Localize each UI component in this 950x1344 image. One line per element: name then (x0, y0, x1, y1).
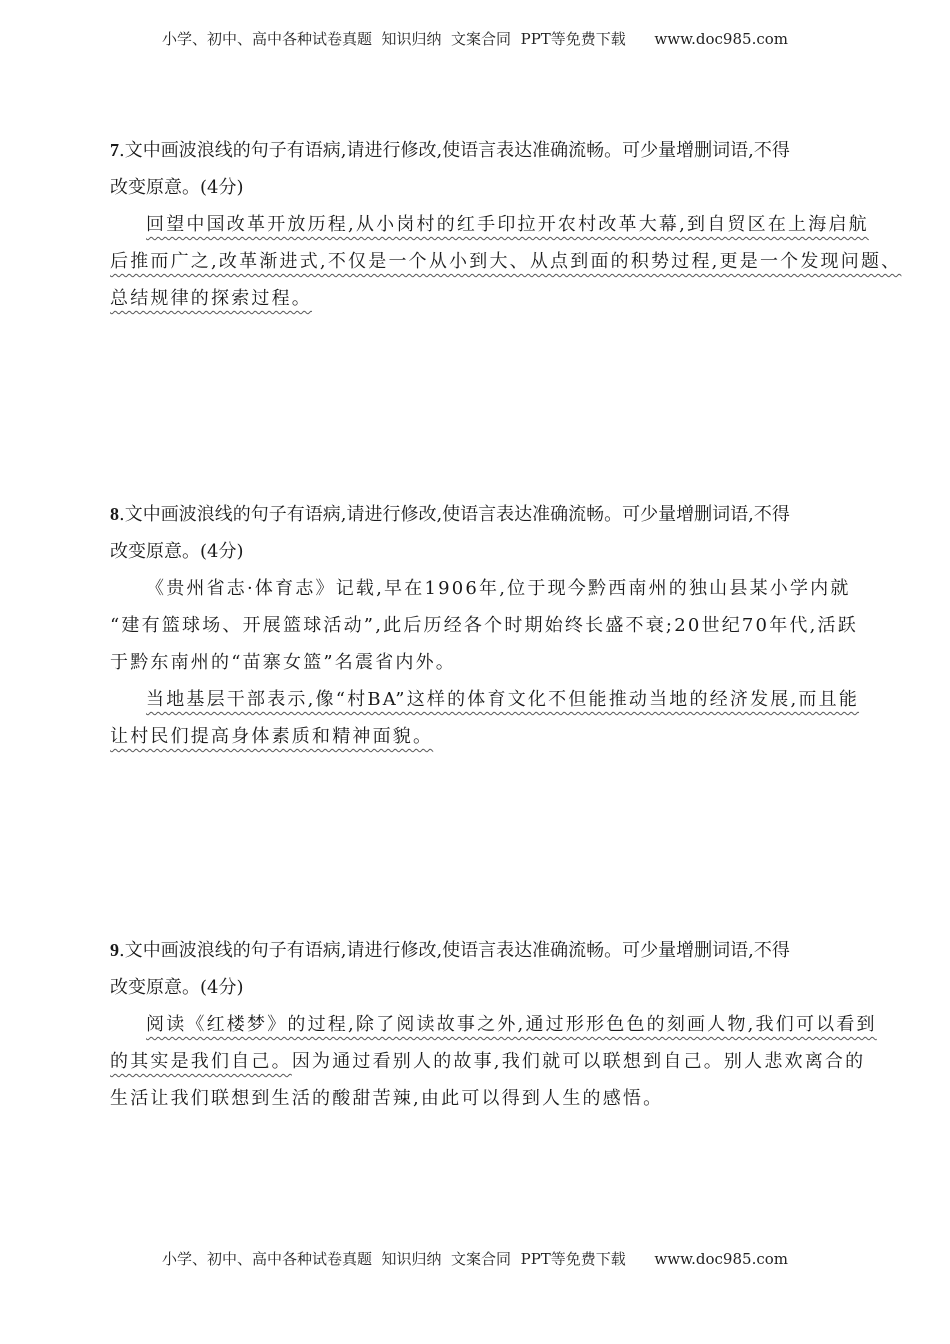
question-stem-cont: 改变原意。(4分) (110, 541, 244, 562)
question-stem-cont: 改变原意。(4分) (110, 977, 244, 998)
passage-line: 当地基层干部表示,像“村BA”这样的体育文化不但能推动当地的经济发展,而且能 (146, 689, 860, 710)
passage-line: 阅读《红楼梦》的过程,除了阅读故事之外,通过形形色色的刻画人物,我们可以看到 (146, 1014, 877, 1035)
question-stem-cont: 改变原意。(4分) (110, 177, 244, 198)
question-stem: 8.文中画波浪线的句子有语病,请进行修改,使语言表达准确流畅。可少量增删词语,不得 (110, 504, 790, 525)
passage-line: 的其实是我们自己。因为通过看别人的故事,我们就可以联想到自己。别人悲欢离合的 (110, 1051, 866, 1072)
page-header: 小学、初中、高中各种试卷真题 知识归纳 文案合同 PPT等免费下载 www.doc985.com (161, 30, 788, 48)
passage-line: 生活让我们联想到生活的酸甜苦辣,由此可以得到人生的感悟。 (110, 1088, 664, 1109)
question-stem: 7.文中画波浪线的句子有语病,请进行修改,使语言表达准确流畅。可少量增删词语,不得 (110, 140, 790, 161)
passage-line: 《贵州省志·体育志》记载,早在1906年,位于现今黔西南州的独山县某小学内就 (146, 578, 851, 599)
passage-line: 让村民们提高身体素质和精神面貌。 (110, 726, 434, 747)
passage-line: 回望中国改革开放历程,从小岗村的红手印拉开农村改革大幕,到自贸区在上海启航 (146, 214, 869, 235)
question-9 (110, 932, 877, 1117)
passage-line: “建有篮球场、开展篮球活动”,此后历经各个时期始终长盛不衰;20世纪70年代,活跃 (110, 615, 858, 636)
question-7 (110, 132, 902, 317)
passage-line: 后推而广之,改革渐进式,不仅是一个从小到大、从点到面的积势过程,更是一个发现问题、 (110, 251, 902, 272)
question-8 (110, 496, 860, 755)
question-stem: 9.文中画波浪线的句子有语病,请进行修改,使语言表达准确流畅。可少量增删词语,不得 (110, 940, 790, 961)
passage-line: 总结规律的探索过程。 (110, 288, 312, 309)
passage-line: 于黔东南州的“苗寨女篮”名震省内外。 (110, 652, 457, 673)
question-number: 8 (110, 504, 119, 524)
question-number: 7 (110, 140, 119, 160)
question-number: 9 (110, 940, 119, 960)
page-footer: 小学、初中、高中各种试卷真题 知识归纳 文案合同 PPT等免费下载 www.doc985.com (161, 1250, 788, 1268)
